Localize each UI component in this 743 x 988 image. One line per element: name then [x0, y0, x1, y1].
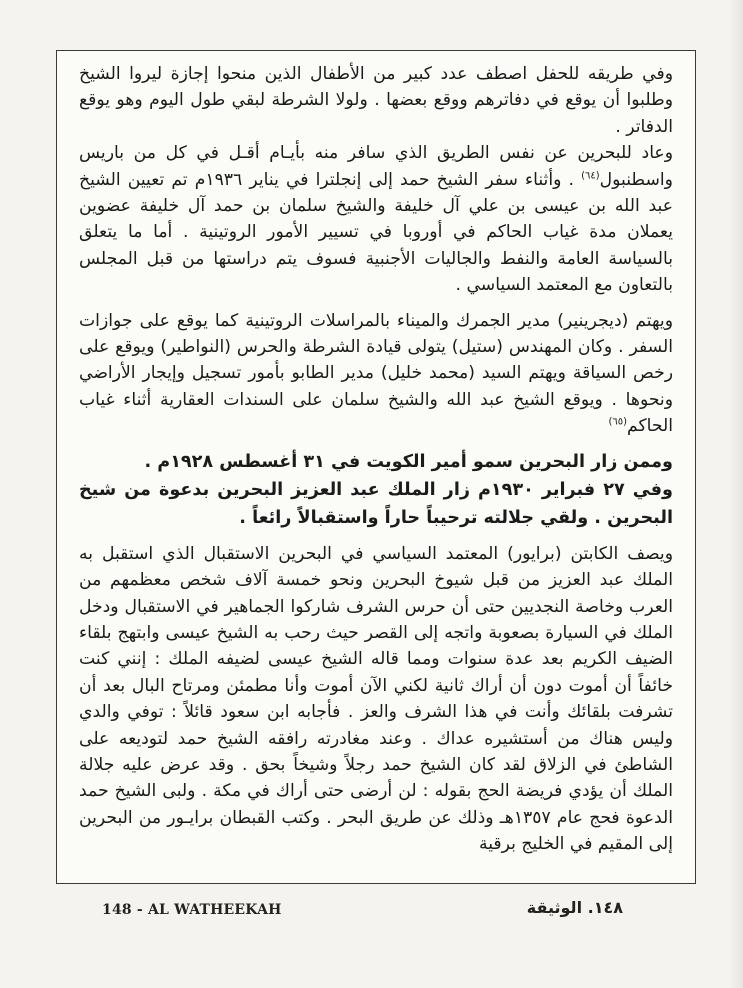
paragraph-3-text: ويهتم (ديجرينير) مدير الجمرك والميناء بالمراسلات الروتينية كما يوقع على جوازات السفر . وكان المهندس (ستيل) يتولى قيادة الشرطة والحرس (النواطير) ويوقع على رخص السياقة ويهتم السيد (محمد خليل) مدير الطابو بأمور تسجيل وإيجار الأراضي ونحوها . ويوقع الشيخ عبد الله والشيخ سلمان على السندات العقارية أثناء غياب الحاكم — [79, 310, 673, 437]
paragraph-2-continued: . وأثناء سفر الشيخ حمد إلى إنجلترا في يناير ١٩٣٦م تم تعيين الشيخ عبد الله بن عيسى بن علي آل خليفة والشيخ سلمان بن حمد آل خليفة عضوين يعملان مدة غياب الحاكم في أوروبا في تسيير الأمور الروتينية . أما ما يتعلق بالسياسة العامة والنفط والجاليات الأجنبية فسوف يتم دراستها من قبل المجلس بالتعاون مع المعتمد السياسي . — [79, 169, 673, 296]
footer-page-label-english: 148 - AL WATHEEKAH — [102, 902, 282, 918]
paragraph-2-text: وعاد للبحرين عن نفس الطريق الذي سافر منه بأيـام أقـل في كل من باريس واسطنبول — [79, 143, 673, 190]
article-body — [79, 61, 673, 858]
paragraph-3 — [79, 308, 673, 440]
king-visit-paragraph: وفي ٢٧ فبراير ١٩٣٠م زار الملك عبد العزيز البحرين بدعوة من شيخ البحرين . ولقي جلالته ترحيباً حاراً واستقبالاً رائعاً . — [79, 479, 673, 528]
paragraph-2 — [79, 140, 673, 298]
page-edge-shadow — [729, 0, 743, 988]
page-frame — [56, 50, 696, 884]
footnote-marker-64: (٦٤) — [581, 169, 600, 181]
prior-description-paragraph: ويصف الكابتن (برايور) المعتمد السياسي في البحرين الاستقبال الذي استقبل به الملك عبد العزيز من قبل شيوخ البحرين ونحو خمسة آلاف شخص معظمهم من العرب وخاصة النجديين حتى أن حرس الشرف شاركوا الجماهير في الاستقبال ودخل الملك في السيارة بصعوبة واتجه إلى القصر حيث رحب به الشيخ عيسى وابتهج بلقاء الضيف الكريم بعد عدة سنوات ومما قاله الشيخ عيسى لضيفه الملك : إنني كنت خائفاً أن أموت دون أن أراك ثانية لكني الآن أموت وأنا مطمئن ومرتاح البال بعد أن تشرفت بلقائك وأنت في هذا الشرف والعز . فأجابه ابن سعود قائلاً : توفي والدي وليس هناك من أستشيره عداك . وعند مغادرته رافقه الشيخ حمد لتوديعه على الشاطئ في الزلاق لقد كان الشيخ حمد رجلاً وشيخاً بحق . وقد عرض عليه جلالة الملك أن يؤدي فريضة الحج بقوله : لن أرضى حتى أراك في مكة . ولبى الشيخ حمد الدعوة فحج عام ١٣٥٧هـ وذلك عن طريق البحر . وكتب القبطان برايـور من البحرين إلى المقيم في الخليج برقية — [79, 543, 674, 855]
kuwait-visit-line: وممن زار البحرين سمو أمير الكويت في ٣١ أغسطس ١٩٢٨م . — [144, 451, 673, 472]
footer-page-label-arabic: ١٤٨. الوثيقة — [526, 898, 623, 917]
footnote-marker-65: (٦٥) — [608, 416, 628, 428]
paragraph-1: وفي طريقه للحفل اصطف عدد كبير من الأطفال الذين منحوا إجازة ليروا الشيخ وطلبوا أن يوقع في دفاترهم ووقع بعضها . ولولا الشرطة لبقي طول اليوم وهو يوقع الدفاتر . — [79, 64, 673, 137]
